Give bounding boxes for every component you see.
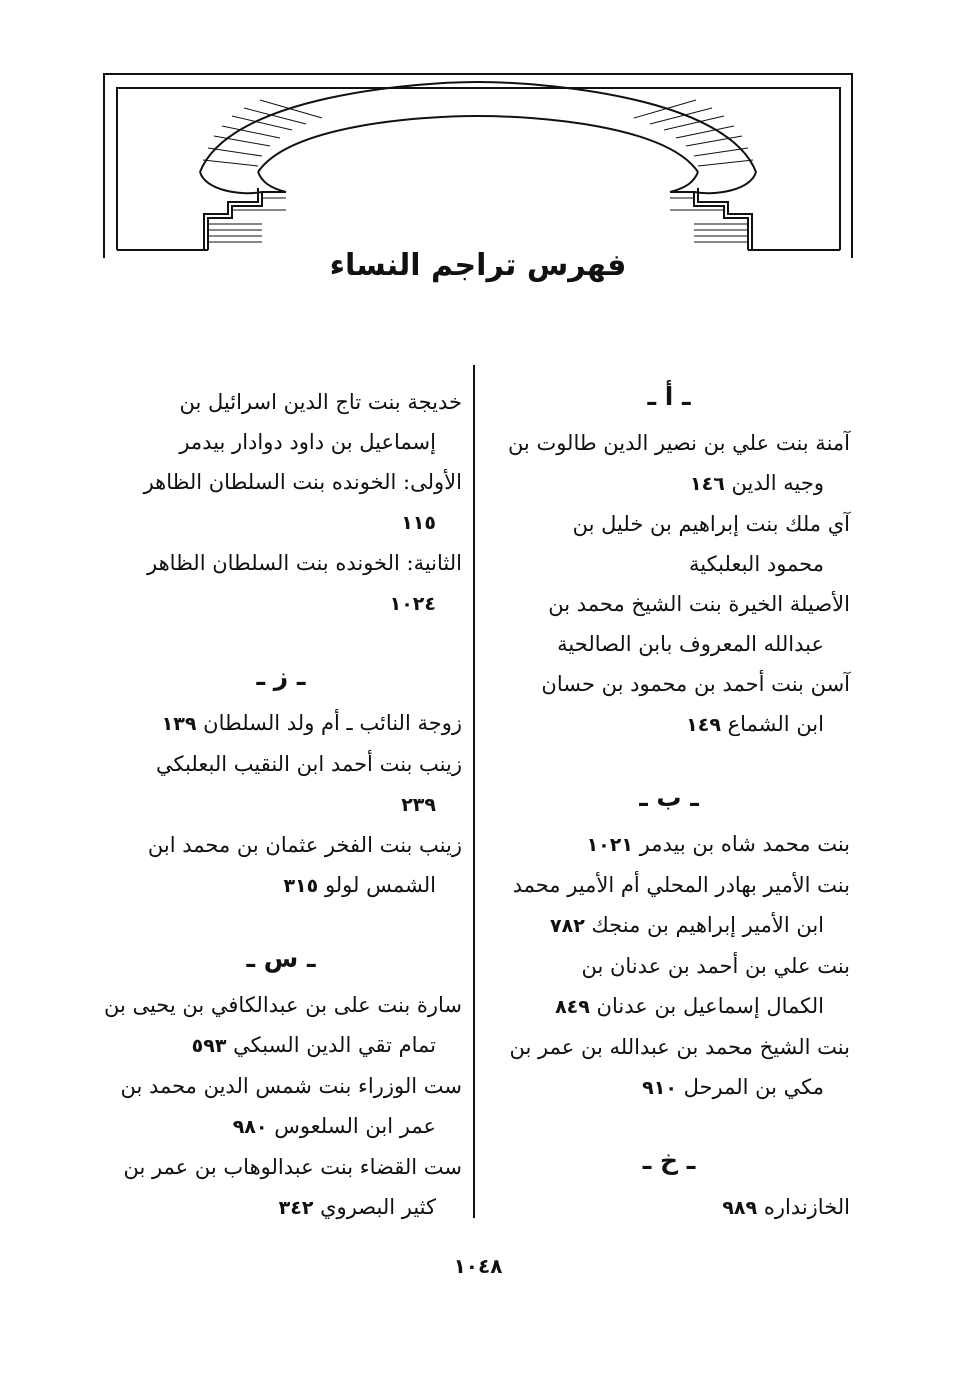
section-letter-alif: ـ أ ـ [647, 382, 691, 411]
index-entry [488, 423, 850, 504]
section-letter-zay: ـ ز ـ [256, 662, 306, 691]
entry-name-continued: كثير البصروي [320, 1195, 436, 1219]
entry-name: آي ملك بنت إبراهيم بن خليل بن [572, 512, 850, 536]
index-entry [100, 462, 462, 543]
entry-name: ست الوزراء بنت شمس الدين محمد بن [120, 1074, 462, 1098]
page-reference: ٨٤٩ [555, 996, 590, 1018]
entry-name: الخازنداره [763, 1195, 850, 1219]
entry-name-continued: الشمس لولو [324, 873, 436, 897]
entry-name-continued: وجيه الدين [731, 471, 824, 495]
index-entry [488, 946, 850, 1027]
index-entry [100, 825, 462, 906]
entry-name: زينب بنت الفخر عثمان بن محمد ابن [147, 833, 462, 857]
page-reference: ٩٨٠ [232, 1116, 268, 1138]
entry-name: الثانية: الخونده بنت السلطان الظاهر [147, 551, 462, 575]
page-reference: ١١٥ [401, 512, 436, 534]
entry-name-continued: ابن الأمير إبراهيم بن منجك [591, 913, 824, 937]
index-entry [488, 664, 850, 745]
entry-name: آسن بنت أحمد بن محمود بن حسان [541, 672, 850, 696]
index-entry [488, 584, 850, 664]
page-title: فهرس تراجم النساء [329, 248, 627, 283]
entry-name: بنت علي بن أحمد بن عدنان بن [581, 954, 850, 978]
entry-name-continued: ابن الشماع [727, 712, 824, 736]
entry-name: بنت الأمير بهادر المحلي أم الأمير محمد [512, 873, 850, 897]
index-entry [488, 1027, 850, 1108]
page-reference: ١٠٢١ [586, 834, 633, 856]
page-reference: ٢٣٩ [401, 794, 436, 816]
index-entry [100, 382, 462, 462]
index-entry [100, 744, 462, 825]
entry-name: زوجة النائب ـ أم ولد السلطان [203, 711, 462, 735]
entry-name-continued: الكمال إسماعيل بن عدنان [596, 994, 824, 1018]
page-reference: ٩١٠ [642, 1077, 677, 1099]
entry-name-continued: مكي بن المرحل [683, 1075, 824, 1099]
page-reference: ١٠٢٤ [389, 593, 436, 615]
entry-name: خديجة بنت تاج الدين اسرائيل بن [179, 390, 462, 414]
entry-name: بنت محمد شاه بن بيدمر [639, 832, 850, 856]
section-letter-sin: ـ س ـ [246, 944, 316, 973]
entry-name: زينب بنت أحمد ابن النقيب البعلبكي [155, 752, 462, 776]
entry-name-continued: إسماعيل بن داود دوادار بيدمر [179, 430, 436, 454]
entry-name: ست القضاء بنت عبدالوهاب بن عمر بن [123, 1155, 462, 1179]
column-divider [473, 365, 475, 1218]
left-index-column [100, 382, 462, 1228]
page-reference: ٩٨٩ [722, 1197, 758, 1219]
entry-name-continued: محمود البعلبكية [688, 552, 824, 576]
page-reference: ١٤٩ [686, 714, 721, 736]
index-entry [488, 865, 850, 946]
page-reference: ٣٤٢ [278, 1197, 314, 1219]
index-entry [100, 985, 462, 1066]
right-index-column [488, 382, 850, 1228]
page-reference: ١٤٦ [690, 473, 725, 495]
entry-name-continued: تمام تقي الدين السبكي [233, 1033, 436, 1057]
index-entry [100, 1066, 462, 1147]
entry-name: الأصيلة الخيرة بنت الشيخ محمد بن [548, 592, 850, 616]
page-number: ١٠٤٨ [453, 1254, 503, 1278]
section-letter-ba: ـ ب ـ [639, 783, 699, 812]
index-entry [488, 1187, 850, 1228]
section-letter-kha: ـ خ ـ [642, 1146, 696, 1175]
index-entry [100, 1147, 462, 1228]
entry-name-continued: عمر ابن السلعوس [274, 1114, 436, 1138]
index-entry [100, 543, 462, 624]
index-entry [488, 824, 850, 865]
page-reference: ٣١٥ [283, 875, 319, 897]
entry-name: سارة بنت على بن عبدالكافي بن يحيى بن [103, 993, 462, 1017]
entry-name: الأولى: الخونده بنت السلطان الظاهر [143, 470, 462, 494]
page-reference: ١٣٩ [161, 713, 197, 735]
entry-name: بنت الشيخ محمد بن عبدالله بن عمر بن [509, 1035, 850, 1059]
entry-name: آمنة بنت علي بن نصير الدين طالوت بن [507, 431, 850, 455]
page-reference: ٥٩٣ [191, 1035, 227, 1057]
index-entry [488, 504, 850, 584]
index-entry [100, 703, 462, 744]
page-reference: ٧٨٢ [550, 915, 585, 937]
entry-name-continued: عبدالله المعروف بابن الصالحية [557, 632, 824, 656]
